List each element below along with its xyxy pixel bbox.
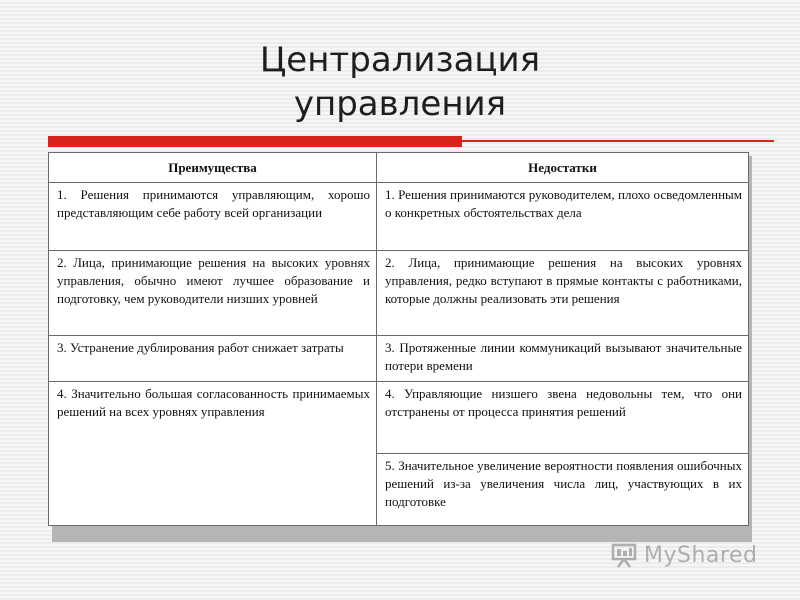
table-row: [49, 382, 749, 454]
comparison-table: [48, 152, 749, 526]
slide-title-line-1: Централизация: [259, 40, 541, 80]
disadvantage-cell: 1. Решения принимаются руководителем, плохо осведомленным о конкретных обстоятельствах дела: [377, 183, 749, 251]
watermark-logo: [610, 540, 770, 570]
disadvantage-cell: 5. Значительное увеличение вероятности появления ошибочных решений из-за увеличения числа лиц, участвующих в их подготовке: [377, 454, 749, 526]
presentation-board-icon: [610, 542, 638, 568]
advantage-cell: 4. Значительно большая согласованность принимаемых решений на всех уровнях управления: [49, 382, 377, 526]
slide-title-line-2: управления: [293, 84, 507, 124]
table-row: [49, 183, 749, 251]
advantage-cell: 2. Лица, принимающие решения на высоких уровнях управления, обычно имеют лучшее образование и подготовку, чем руководители низших уровней: [49, 251, 377, 336]
slide-title: [0, 38, 800, 126]
table-header-row: [49, 153, 749, 183]
title-accent-bar: [48, 136, 462, 147]
header-advantages: Преимущества: [49, 153, 377, 183]
advantage-cell: 3. Устранение дублирования работ снижает затраты: [49, 336, 377, 382]
disadvantage-cell: 2. Лица, принимающие решения на высоких уровнях управления, редко вступают в прямые контакты с работниками, которые должны реализовать эти решения: [377, 251, 749, 336]
advantage-cell: 1. Решения принимаются управляющим, хорошо представляющим себе работу всей организации: [49, 183, 377, 251]
title-accent-line: [462, 140, 774, 142]
table-row: [49, 336, 749, 382]
disadvantage-cell: 3. Протяженные линии коммуникаций вызывают значительные потери времени: [377, 336, 749, 382]
disadvantage-cell: 4. Управляющие низшего звена недовольны тем, что они отстранены от процесса принятия решений: [377, 382, 749, 454]
table-row: [49, 251, 749, 336]
watermark-text: MyShared: [644, 542, 758, 568]
header-disadvantages: Недостатки: [377, 153, 749, 183]
